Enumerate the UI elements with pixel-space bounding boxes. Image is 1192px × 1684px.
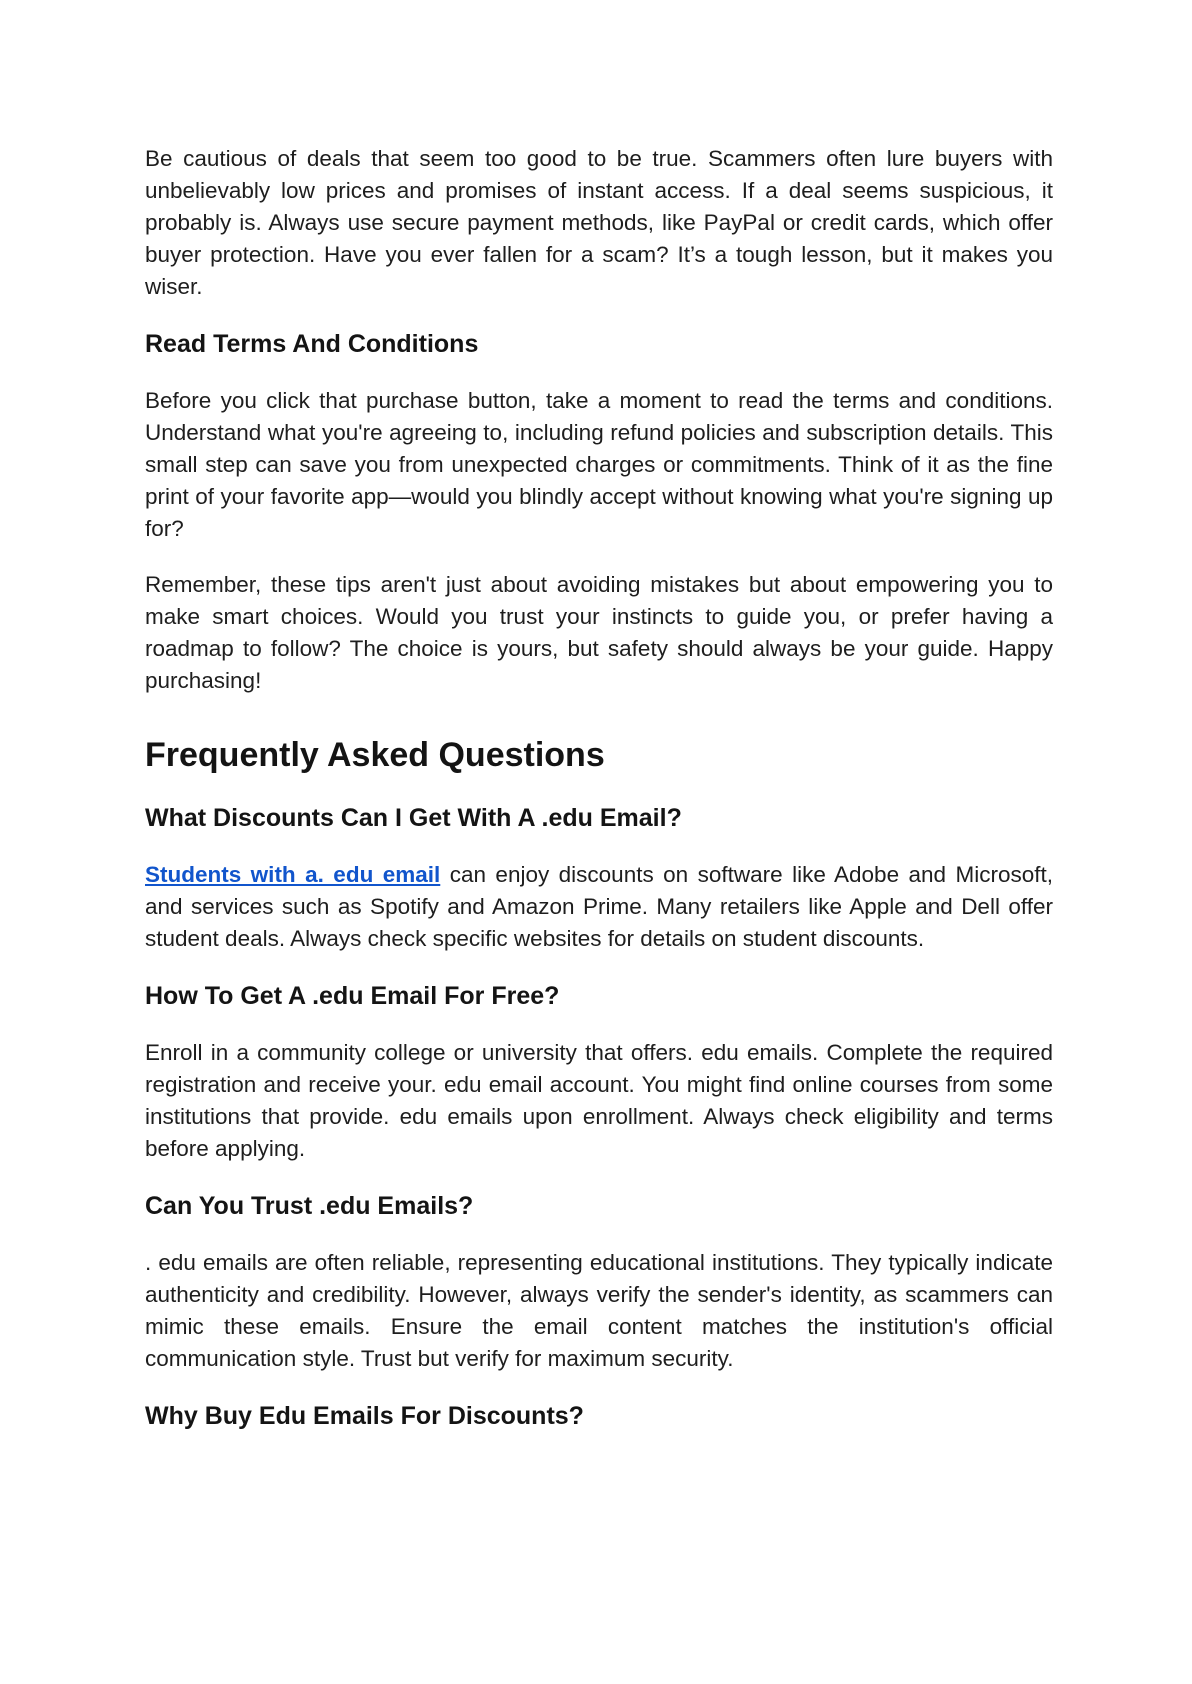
paragraph-scam-warning: Be cautious of deals that seem too good to be true. Scammers often lure buyers with unbelievably low prices and promises of instant access. If a deal seems suspicious, it probably is. Always use secure payment methods, like PayPal or credit cards, which offer buyer protection. Have you ever fallen for a scam? It’s a tough lesson, but it makes you wiser. — [145, 146, 1053, 299]
faq-answer-discounts-text: can enjoy discounts on software like Adobe and Microsoft, and services such as Spotify and Amazon Prime. Many retailers like Apple and Dell offer student deals. Always check specific websites for details on student discounts. — [145, 862, 1054, 951]
faq-question-free-edu: How To Get A .edu Email For Free? — [145, 982, 560, 1010]
faq-question-trust: Can You Trust .edu Emails? — [145, 1192, 474, 1220]
paragraph-terms: Before you click that purchase button, take a moment to read the terms and conditions. Understand what you're agreeing to, including refund policies and subscription details. This small step can save you from unexpected charges or commitments. Think of it as the fine print of your favorite app—would you blindly accept without knowing what you're signing up for? — [145, 388, 1053, 541]
students-edu-email-link[interactable]: Students with a. edu email — [145, 862, 441, 887]
faq-answer-discounts — [145, 859, 1053, 955]
document-page — [145, 143, 1053, 1432]
faq-question-why-buy: Why Buy Edu Emails For Discounts? — [145, 1402, 584, 1430]
faq-question-discounts: What Discounts Can I Get With A .edu Email? — [145, 804, 682, 832]
paragraph-conclusion: Remember, these tips aren't just about avoiding mistakes but about empowering you to make smart choices. Would you trust your instincts to guide you, or prefer having a roadmap to follow? The choice is yours, but safety should always be your guide. Happy purchasing! — [145, 572, 1053, 693]
heading-faq: Frequently Asked Questions — [145, 736, 605, 774]
faq-answer-trust: . edu emails are often reliable, representing educational institutions. They typically indicate authenticity and credibility. However, always verify the sender's identity, as scammers can mimic these emails. Ensure the email content matches the institution's official communication style. Trust but verify for maximum security. — [145, 1250, 1053, 1371]
heading-read-terms: Read Terms And Conditions — [145, 330, 479, 358]
faq-answer-free-edu: Enroll in a community college or university that offers. edu emails. Complete the required registration and receive your. edu email account. You might find online courses from some institutions that provide. edu emails upon enrollment. Always check eligibility and terms before applying. — [145, 1040, 1053, 1161]
